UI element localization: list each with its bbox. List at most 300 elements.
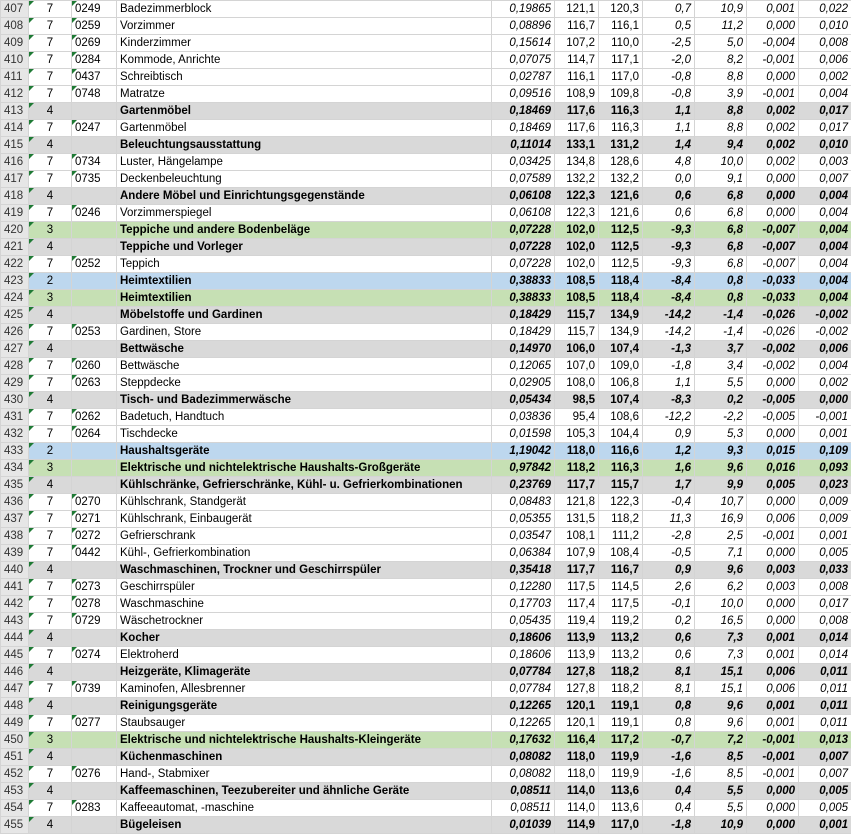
cell-weight[interactable]: 0,01039 (492, 817, 555, 834)
cell-influence-year[interactable]: 0,007 (799, 171, 851, 188)
cell-influence-year[interactable]: 0,002 (799, 375, 851, 392)
cell-level[interactable]: 2 (29, 443, 72, 460)
cell-index-current[interactable]: 102,0 (555, 222, 599, 239)
cell-name[interactable]: Gartenmöbel (117, 103, 492, 120)
cell-index-current[interactable]: 118,0 (555, 766, 599, 783)
cell-code[interactable] (72, 103, 117, 120)
cell-change-year[interactable]: 0,8 (695, 290, 747, 307)
cell-influence-month[interactable]: 0,000 (747, 171, 799, 188)
cell-influence-month[interactable]: 0,001 (747, 715, 799, 732)
cell-name[interactable]: Gefrierschrank (117, 528, 492, 545)
cell-change-month[interactable]: -0,8 (643, 69, 695, 86)
cell-influence-year[interactable]: 0,003 (799, 154, 851, 171)
cell-name[interactable]: Vorzimmer (117, 18, 492, 35)
cell-level[interactable]: 7 (29, 681, 72, 698)
cell-influence-year[interactable]: -0,002 (799, 307, 851, 324)
row-header[interactable]: 444 (1, 630, 29, 647)
cell-weight[interactable]: 0,06108 (492, 188, 555, 205)
cell-influence-month[interactable]: 0,005 (747, 477, 799, 494)
cell-influence-month[interactable]: -0,007 (747, 256, 799, 273)
cell-change-month[interactable]: 1,6 (643, 460, 695, 477)
cell-index-current[interactable]: 127,8 (555, 681, 599, 698)
cell-name[interactable]: Gardinen, Store (117, 324, 492, 341)
cell-influence-month[interactable]: 0,000 (747, 69, 799, 86)
cell-change-month[interactable]: 0,4 (643, 800, 695, 817)
cell-weight[interactable]: 0,12265 (492, 715, 555, 732)
cell-change-month[interactable]: 0,7 (643, 1, 695, 18)
row-header[interactable]: 415 (1, 137, 29, 154)
cell-influence-year[interactable]: 0,011 (799, 664, 851, 681)
cell-name[interactable]: Waschmaschinen, Trockner und Geschirrspüler (117, 562, 492, 579)
cell-name[interactable]: Kühlschränke, Gefrierschränke, Kühl- u. Gefrierkombinationen (117, 477, 492, 494)
cell-change-year[interactable]: 10,7 (695, 494, 747, 511)
cell-weight[interactable]: 0,05355 (492, 511, 555, 528)
cell-level[interactable]: 7 (29, 171, 72, 188)
cell-change-year[interactable]: 5,0 (695, 35, 747, 52)
cell-weight[interactable]: 0,03425 (492, 154, 555, 171)
row-header[interactable]: 422 (1, 256, 29, 273)
cell-index-previous[interactable]: 108,6 (599, 409, 643, 426)
cell-level[interactable]: 7 (29, 647, 72, 664)
cell-level[interactable]: 7 (29, 120, 72, 137)
cell-index-current[interactable]: 117,6 (555, 103, 599, 120)
cell-index-current[interactable]: 117,7 (555, 477, 599, 494)
cell-influence-month[interactable]: -0,001 (747, 86, 799, 103)
cell-index-current[interactable]: 117,6 (555, 120, 599, 137)
cell-influence-year[interactable]: 0,004 (799, 358, 851, 375)
cell-code[interactable] (72, 732, 117, 749)
row-header[interactable]: 430 (1, 392, 29, 409)
cell-influence-year[interactable]: 0,004 (799, 86, 851, 103)
cell-code[interactable]: 0739 (72, 681, 117, 698)
cell-weight[interactable]: 0,03547 (492, 528, 555, 545)
cell-change-month[interactable]: 0,6 (643, 205, 695, 222)
cell-influence-year[interactable]: 0,033 (799, 562, 851, 579)
row-header[interactable]: 455 (1, 817, 29, 834)
cell-index-current[interactable]: 127,8 (555, 664, 599, 681)
cell-change-year[interactable]: 5,5 (695, 783, 747, 800)
cell-code[interactable]: 0277 (72, 715, 117, 732)
cell-index-current[interactable]: 117,5 (555, 579, 599, 596)
cell-influence-year[interactable]: 0,000 (799, 392, 851, 409)
cell-index-previous[interactable]: 108,4 (599, 545, 643, 562)
cell-index-previous[interactable]: 106,8 (599, 375, 643, 392)
cell-influence-month[interactable]: -0,001 (747, 528, 799, 545)
cell-index-previous[interactable]: 117,2 (599, 732, 643, 749)
cell-influence-month[interactable]: -0,001 (747, 52, 799, 69)
cell-change-year[interactable]: 5,5 (695, 800, 747, 817)
cell-code[interactable] (72, 443, 117, 460)
cell-index-previous[interactable]: 118,4 (599, 273, 643, 290)
cell-influence-year[interactable]: 0,011 (799, 681, 851, 698)
cell-influence-month[interactable]: 0,000 (747, 375, 799, 392)
cell-index-previous[interactable]: 107,4 (599, 341, 643, 358)
cell-change-month[interactable]: -2,5 (643, 35, 695, 52)
cell-level[interactable]: 4 (29, 137, 72, 154)
cell-index-previous[interactable]: 118,2 (599, 664, 643, 681)
cell-change-year[interactable]: 7,1 (695, 545, 747, 562)
cell-change-year[interactable]: 8,5 (695, 749, 747, 766)
cell-change-year[interactable]: 6,2 (695, 579, 747, 596)
cell-change-month[interactable]: 1,1 (643, 375, 695, 392)
cell-code[interactable] (72, 392, 117, 409)
cell-change-year[interactable]: 9,4 (695, 137, 747, 154)
cell-index-previous[interactable]: 119,9 (599, 766, 643, 783)
cell-change-month[interactable]: -1,6 (643, 766, 695, 783)
cell-change-month[interactable]: 1,1 (643, 103, 695, 120)
cell-change-year[interactable]: -2,2 (695, 409, 747, 426)
cell-level[interactable]: 7 (29, 579, 72, 596)
row-header[interactable]: 434 (1, 460, 29, 477)
cell-influence-month[interactable]: 0,006 (747, 664, 799, 681)
cell-index-previous[interactable]: 117,5 (599, 596, 643, 613)
cell-code[interactable]: 0274 (72, 647, 117, 664)
cell-influence-month[interactable]: 0,003 (747, 579, 799, 596)
cell-name[interactable]: Andere Möbel und Einrichtungsgegenstände (117, 188, 492, 205)
row-header[interactable]: 446 (1, 664, 29, 681)
cell-level[interactable]: 7 (29, 409, 72, 426)
cell-level[interactable]: 7 (29, 494, 72, 511)
cell-index-current[interactable]: 108,1 (555, 528, 599, 545)
cell-index-current[interactable]: 133,1 (555, 137, 599, 154)
cell-influence-year[interactable]: 0,008 (799, 613, 851, 630)
cell-level[interactable]: 2 (29, 273, 72, 290)
cell-change-month[interactable]: -1,3 (643, 341, 695, 358)
cell-influence-year[interactable]: 0,001 (799, 528, 851, 545)
cell-change-year[interactable]: 7,3 (695, 630, 747, 647)
cell-index-current[interactable]: 115,7 (555, 307, 599, 324)
cell-change-month[interactable]: -1,8 (643, 817, 695, 834)
row-header[interactable]: 419 (1, 205, 29, 222)
cell-change-year[interactable]: 11,2 (695, 18, 747, 35)
cell-name[interactable]: Matratze (117, 86, 492, 103)
cell-level[interactable]: 4 (29, 307, 72, 324)
cell-index-previous[interactable]: 113,6 (599, 783, 643, 800)
cell-weight[interactable]: 0,15614 (492, 35, 555, 52)
cell-change-month[interactable]: 1,7 (643, 477, 695, 494)
cell-level[interactable]: 7 (29, 1, 72, 18)
cell-index-previous[interactable]: 131,2 (599, 137, 643, 154)
cell-level[interactable]: 4 (29, 188, 72, 205)
cell-index-current[interactable]: 116,4 (555, 732, 599, 749)
cell-index-current[interactable]: 122,3 (555, 188, 599, 205)
cell-name[interactable]: Luster, Hängelampe (117, 154, 492, 171)
cell-code[interactable]: 0278 (72, 596, 117, 613)
cell-change-year[interactable]: 5,5 (695, 375, 747, 392)
cell-index-current[interactable]: 122,3 (555, 205, 599, 222)
cell-name[interactable]: Reinigungsgeräte (117, 698, 492, 715)
cell-influence-year[interactable]: 0,004 (799, 256, 851, 273)
row-header[interactable]: 440 (1, 562, 29, 579)
cell-index-current[interactable]: 117,4 (555, 596, 599, 613)
cell-index-previous[interactable]: 116,1 (599, 18, 643, 35)
cell-change-year[interactable]: 7,3 (695, 647, 747, 664)
cell-weight[interactable]: 0,07075 (492, 52, 555, 69)
row-header[interactable]: 413 (1, 103, 29, 120)
row-header[interactable]: 453 (1, 783, 29, 800)
cell-index-previous[interactable]: 134,9 (599, 324, 643, 341)
cell-index-previous[interactable]: 116,7 (599, 562, 643, 579)
cell-index-current[interactable]: 116,1 (555, 69, 599, 86)
cell-index-previous[interactable]: 117,0 (599, 69, 643, 86)
cell-weight[interactable]: 0,18606 (492, 647, 555, 664)
cell-influence-month[interactable]: -0,005 (747, 392, 799, 409)
cell-name[interactable]: Bügeleisen (117, 817, 492, 834)
cell-influence-month[interactable]: 0,000 (747, 800, 799, 817)
cell-name[interactable]: Waschmaschine (117, 596, 492, 613)
cell-name[interactable]: Kühlschrank, Einbaugerät (117, 511, 492, 528)
cell-code[interactable] (72, 664, 117, 681)
cell-index-previous[interactable]: 116,3 (599, 103, 643, 120)
cell-influence-month[interactable]: -0,026 (747, 324, 799, 341)
cell-index-previous[interactable]: 114,5 (599, 579, 643, 596)
cell-change-month[interactable]: -12,2 (643, 409, 695, 426)
cell-code[interactable]: 0270 (72, 494, 117, 511)
cell-index-previous[interactable]: 116,6 (599, 443, 643, 460)
row-header[interactable]: 433 (1, 443, 29, 460)
cell-code[interactable] (72, 460, 117, 477)
cell-level[interactable]: 7 (29, 358, 72, 375)
cell-change-month[interactable]: -9,3 (643, 256, 695, 273)
cell-change-month[interactable]: -0,4 (643, 494, 695, 511)
row-header[interactable]: 420 (1, 222, 29, 239)
cell-name[interactable]: Heimtextilien (117, 290, 492, 307)
cell-influence-month[interactable]: -0,026 (747, 307, 799, 324)
cell-level[interactable]: 7 (29, 256, 72, 273)
row-header[interactable]: 441 (1, 579, 29, 596)
cell-code[interactable] (72, 562, 117, 579)
cell-index-previous[interactable]: 115,7 (599, 477, 643, 494)
cell-index-previous[interactable]: 119,1 (599, 715, 643, 732)
cell-influence-year[interactable]: 0,017 (799, 103, 851, 120)
cell-change-year[interactable]: 9,6 (695, 715, 747, 732)
cell-code[interactable]: 0264 (72, 426, 117, 443)
cell-name[interactable]: Kaffeemaschinen, Teezubereiter und ähnliche Geräte (117, 783, 492, 800)
cell-code[interactable]: 0273 (72, 579, 117, 596)
cell-index-current[interactable]: 120,1 (555, 698, 599, 715)
cell-weight[interactable]: 0,06108 (492, 205, 555, 222)
cell-change-month[interactable]: -2,0 (643, 52, 695, 69)
row-header[interactable]: 410 (1, 52, 29, 69)
cell-influence-month[interactable]: 0,000 (747, 613, 799, 630)
cell-change-year[interactable]: 10,0 (695, 154, 747, 171)
cell-change-year[interactable]: 6,8 (695, 256, 747, 273)
cell-level[interactable]: 4 (29, 749, 72, 766)
cell-weight[interactable]: 0,08483 (492, 494, 555, 511)
cell-change-year[interactable]: 3,9 (695, 86, 747, 103)
cell-change-year[interactable]: -1,4 (695, 307, 747, 324)
cell-code[interactable]: 0263 (72, 375, 117, 392)
cell-index-current[interactable]: 106,0 (555, 341, 599, 358)
cell-code[interactable]: 0260 (72, 358, 117, 375)
cell-code[interactable]: 0249 (72, 1, 117, 18)
cell-influence-month[interactable]: 0,001 (747, 647, 799, 664)
cell-index-current[interactable]: 134,8 (555, 154, 599, 171)
cell-influence-year[interactable]: 0,093 (799, 460, 851, 477)
cell-level[interactable]: 3 (29, 460, 72, 477)
cell-change-month[interactable]: 8,1 (643, 681, 695, 698)
cell-index-previous[interactable]: 113,6 (599, 800, 643, 817)
cell-weight[interactable]: 0,02905 (492, 375, 555, 392)
cell-code[interactable] (72, 817, 117, 834)
cell-influence-year[interactable]: 0,004 (799, 239, 851, 256)
cell-change-month[interactable]: -8,4 (643, 273, 695, 290)
cell-level[interactable]: 4 (29, 698, 72, 715)
cell-name[interactable]: Beleuchtungsausstattung (117, 137, 492, 154)
row-header[interactable]: 412 (1, 86, 29, 103)
cell-index-previous[interactable]: 121,6 (599, 205, 643, 222)
cell-change-year[interactable]: 9,6 (695, 460, 747, 477)
cell-change-year[interactable]: 0,2 (695, 392, 747, 409)
cell-code[interactable]: 0735 (72, 171, 117, 188)
cell-index-previous[interactable]: 122,3 (599, 494, 643, 511)
cell-change-year[interactable]: 3,7 (695, 341, 747, 358)
cell-level[interactable]: 7 (29, 596, 72, 613)
row-header[interactable]: 436 (1, 494, 29, 511)
cell-name[interactable]: Elektroherd (117, 647, 492, 664)
cell-index-previous[interactable]: 121,6 (599, 188, 643, 205)
cell-influence-month[interactable]: -0,033 (747, 273, 799, 290)
cell-change-month[interactable]: 0,9 (643, 426, 695, 443)
cell-influence-year[interactable]: 0,001 (799, 426, 851, 443)
cell-weight[interactable]: 0,18429 (492, 324, 555, 341)
cell-weight[interactable]: 0,17632 (492, 732, 555, 749)
row-header[interactable]: 454 (1, 800, 29, 817)
cell-index-current[interactable]: 118,0 (555, 749, 599, 766)
cell-index-current[interactable]: 98,5 (555, 392, 599, 409)
cell-weight[interactable]: 0,01598 (492, 426, 555, 443)
cell-level[interactable]: 7 (29, 69, 72, 86)
cell-index-current[interactable]: 119,4 (555, 613, 599, 630)
cell-change-year[interactable]: 8,8 (695, 69, 747, 86)
cell-influence-year[interactable]: 0,004 (799, 222, 851, 239)
cell-code[interactable] (72, 273, 117, 290)
cell-influence-month[interactable]: 0,003 (747, 562, 799, 579)
cell-influence-month[interactable]: -0,005 (747, 409, 799, 426)
cell-name[interactable]: Tisch- und Badezimmerwäsche (117, 392, 492, 409)
cell-level[interactable]: 4 (29, 392, 72, 409)
cell-index-previous[interactable]: 112,5 (599, 256, 643, 273)
cell-code[interactable] (72, 307, 117, 324)
cell-index-previous[interactable]: 116,3 (599, 120, 643, 137)
cell-influence-year[interactable]: 0,002 (799, 69, 851, 86)
cell-influence-year[interactable]: 0,008 (799, 579, 851, 596)
cell-level[interactable]: 7 (29, 18, 72, 35)
cell-level[interactable]: 4 (29, 783, 72, 800)
cell-weight[interactable]: 0,12065 (492, 358, 555, 375)
cell-index-current[interactable]: 120,1 (555, 715, 599, 732)
cell-change-year[interactable]: 3,4 (695, 358, 747, 375)
cell-weight[interactable]: 0,19865 (492, 1, 555, 18)
cell-index-current[interactable]: 114,0 (555, 800, 599, 817)
cell-level[interactable]: 4 (29, 664, 72, 681)
cell-influence-month[interactable]: 0,001 (747, 630, 799, 647)
cell-influence-month[interactable]: 0,001 (747, 698, 799, 715)
cell-index-previous[interactable]: 119,9 (599, 749, 643, 766)
cell-code[interactable]: 0729 (72, 613, 117, 630)
cell-code[interactable]: 0748 (72, 86, 117, 103)
cell-code[interactable] (72, 341, 117, 358)
row-header[interactable]: 407 (1, 1, 29, 18)
cell-index-previous[interactable]: 112,5 (599, 222, 643, 239)
cell-influence-month[interactable]: 0,016 (747, 460, 799, 477)
cell-name[interactable]: Teppiche und Vorleger (117, 239, 492, 256)
cell-change-year[interactable]: 8,2 (695, 52, 747, 69)
cell-code[interactable] (72, 222, 117, 239)
row-header[interactable]: 423 (1, 273, 29, 290)
cell-weight[interactable]: 0,38833 (492, 290, 555, 307)
cell-name[interactable]: Badetuch, Handtuch (117, 409, 492, 426)
cell-index-current[interactable]: 105,3 (555, 426, 599, 443)
cell-code[interactable] (72, 188, 117, 205)
cell-change-year[interactable]: 0,8 (695, 273, 747, 290)
cell-influence-month[interactable]: -0,001 (747, 732, 799, 749)
cell-weight[interactable]: 0,06384 (492, 545, 555, 562)
cell-code[interactable]: 0247 (72, 120, 117, 137)
cell-influence-month[interactable]: 0,000 (747, 188, 799, 205)
cell-name[interactable]: Hand-, Stabmixer (117, 766, 492, 783)
cell-name[interactable]: Kinderzimmer (117, 35, 492, 52)
cell-influence-month[interactable]: 0,000 (747, 596, 799, 613)
cell-weight[interactable]: 0,18469 (492, 120, 555, 137)
cell-level[interactable]: 4 (29, 239, 72, 256)
cell-weight[interactable]: 0,12265 (492, 698, 555, 715)
cell-influence-month[interactable]: 0,006 (747, 681, 799, 698)
cell-influence-year[interactable]: 0,005 (799, 545, 851, 562)
cell-influence-month[interactable]: 0,006 (747, 511, 799, 528)
cell-code[interactable] (72, 239, 117, 256)
cell-name[interactable]: Möbelstoffe und Gardinen (117, 307, 492, 324)
row-header[interactable]: 416 (1, 154, 29, 171)
cell-index-previous[interactable]: 116,3 (599, 460, 643, 477)
cell-level[interactable]: 4 (29, 341, 72, 358)
cell-name[interactable]: Schreibtisch (117, 69, 492, 86)
cell-index-previous[interactable]: 109,8 (599, 86, 643, 103)
cell-index-previous[interactable]: 119,2 (599, 613, 643, 630)
cell-weight[interactable]: 0,02787 (492, 69, 555, 86)
cell-weight[interactable]: 0,07589 (492, 171, 555, 188)
cell-code[interactable] (72, 137, 117, 154)
cell-change-month[interactable]: 0,6 (643, 630, 695, 647)
cell-influence-year[interactable]: 0,014 (799, 647, 851, 664)
row-header[interactable]: 435 (1, 477, 29, 494)
cell-index-current[interactable]: 114,0 (555, 783, 599, 800)
cell-name[interactable]: Staubsauger (117, 715, 492, 732)
cell-code[interactable]: 0259 (72, 18, 117, 35)
cell-weight[interactable]: 0,08511 (492, 783, 555, 800)
cell-influence-month[interactable]: -0,007 (747, 222, 799, 239)
cell-change-year[interactable]: 15,1 (695, 681, 747, 698)
cell-index-current[interactable]: 95,4 (555, 409, 599, 426)
cell-index-current[interactable]: 118,0 (555, 443, 599, 460)
cell-name[interactable]: Küchenmaschinen (117, 749, 492, 766)
cell-influence-month[interactable]: -0,007 (747, 239, 799, 256)
cell-index-previous[interactable]: 110,0 (599, 35, 643, 52)
cell-influence-month[interactable]: -0,002 (747, 341, 799, 358)
row-header[interactable]: 417 (1, 171, 29, 188)
cell-change-month[interactable]: 0,8 (643, 698, 695, 715)
cell-index-current[interactable]: 131,5 (555, 511, 599, 528)
cell-change-month[interactable]: -0,8 (643, 86, 695, 103)
cell-influence-year[interactable]: 0,022 (799, 1, 851, 18)
cell-name[interactable]: Kühlschrank, Standgerät (117, 494, 492, 511)
cell-influence-month[interactable]: 0,015 (747, 443, 799, 460)
cell-weight[interactable]: 0,12280 (492, 579, 555, 596)
cell-influence-year[interactable]: 0,009 (799, 494, 851, 511)
cell-weight[interactable]: 0,35418 (492, 562, 555, 579)
cell-influence-month[interactable]: 0,001 (747, 1, 799, 18)
cell-level[interactable]: 7 (29, 613, 72, 630)
